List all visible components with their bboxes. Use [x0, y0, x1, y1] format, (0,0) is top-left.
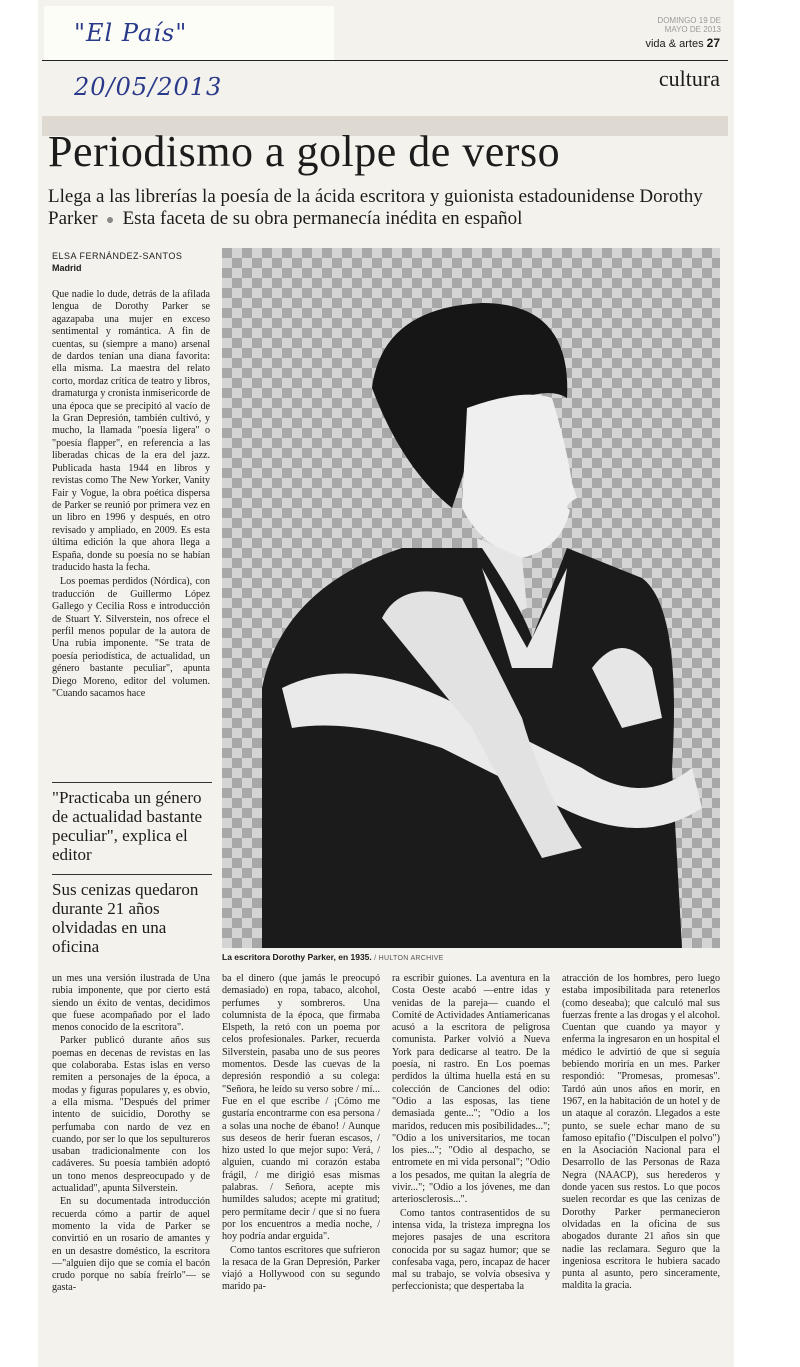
section-name: vida & artes — [645, 38, 704, 50]
headline: Periodismo a golpe de verso — [48, 127, 561, 176]
deck-part1: Llega a las librerías la poesía de la ácida escritora y guionista estadounidense Dorothy Parker — [48, 186, 703, 229]
article-column-b — [222, 973, 380, 1295]
pullquote-1: "Practicaba un género de actualidad bastante peculiar", explica el editor — [52, 788, 203, 864]
paragraph: En su documentada introducción recuerda cómo a partir de aquel momento la vida de Parker se convirtió en un rosario de amantes y en un desastre doméstico, la escritora —"alguien dijo que se comía el bacón crudo porque no sabía freírlo"— se gasta- — [52, 1196, 210, 1294]
handwritten-note: "El País" 20/05/2013 — [44, 6, 334, 60]
pullquote-2: Sus cenizas quedaron durante 21 años olvidadas en una oficina — [52, 880, 199, 956]
portrait-figure — [222, 248, 720, 948]
bullet-icon: ● — [102, 213, 118, 228]
pullquote-rule — [52, 874, 212, 875]
section-header — [600, 36, 720, 50]
category-label: cultura — [658, 66, 720, 91]
paragraph: Parker publicó durante años sus poemas en decenas de revistas en las que colaboraba. Estas islas en verso remiten a personajes de la época, a modas y figuras populares y, es obvio, a ella misma. "Después del primer intento de suicidio, Dorothy se perfumaba con nardo de vez en cuando, por ser lo que los sepultureros usaban tradicionalmente con los cadáveres. Su poesía también adoptó un tono menos despreocupado y de actualidad", apunta Silverstein. — [52, 1035, 210, 1195]
paragraph: Los poemas perdidos (Nórdica), con traducción de Guillermo López Gallego y Cecilia Ross e introducción de Stuart Y. Silverstein, nos ofrece el perfil menos popular de la autora de Una rubia imponente. "Se trata de poesía periodística, de actualidad, un género bastante peculiar", apunta Diego Moreno, editor del volumen. "Cuando sacamos hace — [52, 576, 210, 699]
article-column-c — [392, 973, 550, 1295]
paragraph: Que nadie lo dude, detrás de la afilada lengua de Dorothy Parker se agazapaba una mujer en exceso sentimental y romántica. A fin de cuentas, su (siempre a mano) arsenal de dardos tenían una diana favorita: ella misma. La maestra del relato corto, mordaz crítica de teatro y libros, dramaturga y cronista inmisericorde de una época que se precipitó al vacío de la Gran Depresión, también cultivó, y mucho, la llamada "poesía ligera" o "poesía flapper", en referencia a las liberadas chicas de la era del jazz. Publicada hasta 1944 en libros y revistas como The New Yorker, Vanity Fair y Vogue, la obra poética dispersa de Parker se reunió por primera vez en un libro en 1996 y después, en otro revisado y ampliado, en 2009. Es esta última edición la que ahora llega a España, donde su poesía no se habían traducido hasta la fecha. — [52, 289, 210, 573]
paragraph: Como tantos escritores que sufrieron la resaca de la Gran Depresión, Parker viajó a Hollywood con su segundo marido pa- — [222, 1244, 380, 1293]
deck — [48, 186, 728, 232]
caption-text: La escritora Dorothy Parker, en 1935. — [222, 952, 372, 962]
article-column-1 — [52, 289, 210, 702]
portrait-photo — [222, 248, 720, 948]
photo-caption — [222, 952, 444, 962]
page-number: 27 — [706, 36, 720, 50]
header-rule — [42, 60, 728, 61]
deck-part2: Esta faceta de su obra permanecía inédita en español — [122, 208, 523, 229]
dateline-city: Madrid — [52, 263, 82, 273]
article-column-a — [52, 973, 210, 1296]
author-byline: ELSA FERNÁNDEZ-SANTOS — [52, 251, 183, 261]
paragraph: atracción de los hombres, pero luego estaba imposibilitada para retenerlos (como deseaba); que calculó mal sus fuerzas frente a las drogas y el alcohol. Cuentan que cuando ya mayor y enferma la ingresaron en un hospital el médico le advirtió de que si seguía bebiendo moriría en un mes. Parker respondió: "Promesas, promesas". Tardó aún unos años en morir, en 1967, en la habitación de un hotel y de un ataque al corazón. Llegados a este punto, se suele echar mano de su famoso epitafio ("Disculpen el polvo") en la Asociación Nacional para el Desarrollo de las Personas de Raza Negra (NAACP), sus herederos y donde yacen sus restos. Lo que pocos suelen recordar es que las cenizas de Dorothy Parker permanecieron olvidadas en la oficina de sus abogados durante 21 años sin que nadie las reclamara. Seguro que la ingeniosa escritora le hubiera sacado punta al asunto, pero sinceramente, maldita la gracia. — [562, 973, 720, 1292]
paragraph: Como tantos contrasentidos de su intensa vida, la tristeza impregna los mejores pasajes de una escritora conocida por su sagaz humor; que se confesaba vaga, pero, incapaz de hacer mal su trabajo, se volvía obsesiva y perfeccionista; que despertaba la — [392, 1207, 550, 1293]
paragraph: ra escribir guiones. La aventura en la Costa Oeste acabó —entre idas y venidas de la pareja— cuando el Comité de Actividades Antiamericanas acusó a la escritora de peligrosa comunista. Parker volvió a Nueva York para dedicarse al teatro. De la poesía, ni rastro. En Los poemas perdidos la última huella está en su colección de Canciones del odio: "Odio a las esposas, las tiene demasiada gente..."; "Odio a los maridos, reducen mis posibilidades..."; "Odio a los universitarios, me tocan los pies..."; "Odio al despacho, se entromete en mi vida personal"; "Odio a los pesados, me quitan la alegría de vivir..."; "Odio a los jóvenes, me dan arteriosclerosis...". — [392, 973, 550, 1206]
paragraph: un mes una versión ilustrada de Una rubia imponente, que por cierto está siendo un éxito de ventas, decidimos que fuese acompañado por el lado menos conocido de la escritora". — [52, 973, 210, 1034]
paragraph: ba el dinero (que jamás le preocupó demasiado) en ropa, tabaco, alcohol, perfumes y sombreros. Una columnista de la época, que firmaba Elspeth, la retó con un poema por celos profesionales. Parker, recuerda Silverstein, pasaba uno de sus peores momentos. Desde las cuevas de la depresión respondió a su colega: "Señora, he leído su verso sobre / mí... Fue en el que escribe / ¡Cómo me gustaría encontrarme con esa persona / a solas una noche de ébano! / Aunque sus deseos de herir fueran escasos, / hizo usted lo que mejor supo: Verá, / alguien, cuando mi corazón estaba frágil, / me dirigió esas mismas palabras. / Señora, acepte mis humildes saludos; acepte mi gratitud; pero permítame decir / que si no fuera por los encuentros a media noche, / hoy podría andar erguida". — [222, 973, 380, 1243]
article-column-d — [562, 973, 720, 1294]
photo-credit: / HULTON ARCHIVE — [374, 955, 444, 962]
page-date: DOMINGO 19 DE MAYO DE 2013 — [657, 16, 721, 34]
pullquote-rule — [52, 782, 212, 783]
